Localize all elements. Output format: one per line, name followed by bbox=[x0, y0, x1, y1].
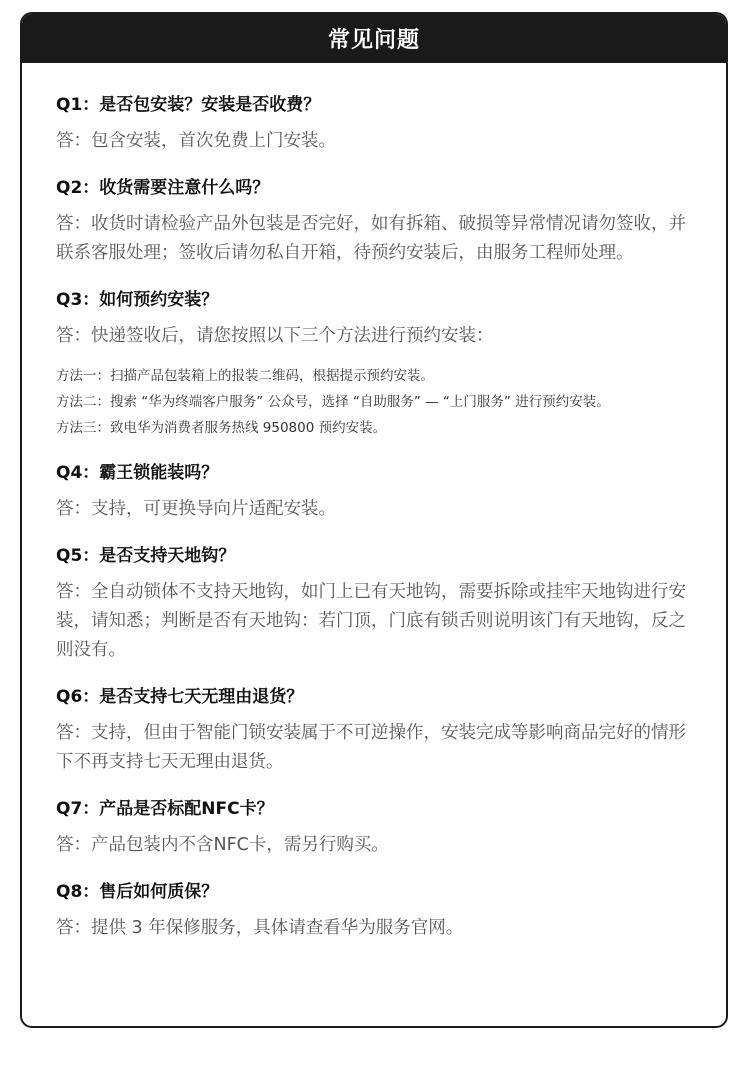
faq-answer: 答：产品包装内不含NFC卡，需另行购买。 bbox=[56, 835, 389, 855]
faq-title: 常见问题 bbox=[327, 28, 420, 53]
faq-item-q2 bbox=[56, 176, 726, 268]
faq-question: Q7：产品是否标配NFC卡？ bbox=[56, 799, 274, 819]
faq-question: Q4：霸王锁能装吗？ bbox=[56, 463, 219, 483]
booking-method-1: 方法一：扫描产品包装箱上的报装二维码，根据提示预约安装。 bbox=[56, 368, 434, 384]
faq-answer: 答：支持，可更换导向片适配安装。 bbox=[56, 499, 336, 519]
faq-question: Q2：收货需要注意什么吗？ bbox=[56, 178, 270, 198]
faq-item-q8 bbox=[56, 880, 726, 943]
faq-item-q7 bbox=[56, 797, 726, 860]
faq-item-q1 bbox=[56, 93, 726, 156]
faq-answer: 答：收货时请检验产品外包装是否完好，如有拆箱、破损等异常情况请勿签收，并联系客服处理；签收后请勿私自开箱，待预约安装后，由服务工程师处理。 bbox=[56, 214, 686, 263]
faq-item-q4 bbox=[56, 461, 726, 524]
faq-item-q3 bbox=[56, 288, 726, 441]
faq-card bbox=[20, 12, 728, 1028]
booking-methods bbox=[56, 363, 726, 441]
faq-question: Q3：如何预约安装？ bbox=[56, 290, 219, 310]
booking-method-3: 方法三：致电华为消费者服务热线 950800 预约安装。 bbox=[56, 420, 387, 436]
faq-question: Q1：是否包安装？安装是否收费？ bbox=[56, 95, 321, 115]
faq-question: Q6：是否支持七天无理由退货？ bbox=[56, 687, 304, 707]
booking-method-2: 方法二：搜索 “华为终端客户服务” 公众号，选择 “自助服务” — “上门服务” 进行预约安装。 bbox=[56, 394, 610, 410]
faq-answer: 答：快递签收后，请您按照以下三个方法进行预约安装： bbox=[56, 326, 494, 346]
faq-answer: 答：全自动锁体不支持天地钩，如门上已有天地钩，需要拆除或挂牢天地钩进行安装，请知悉；判断是否有天地钩：若门顶，门底有锁舌则说明该门有天地钩，反之则没有。 bbox=[56, 582, 686, 660]
faq-list bbox=[22, 63, 726, 943]
faq-question: Q8：售后如何质保？ bbox=[56, 882, 219, 902]
faq-answer: 答：包含安装，首次免费上门安装。 bbox=[56, 131, 336, 151]
faq-item-q5 bbox=[56, 544, 726, 665]
faq-item-q6 bbox=[56, 685, 726, 777]
faq-answer: 答：支持，但由于智能门锁安装属于不可逆操作，安装完成等影响商品完好的情形下不再支持七天无理由退货。 bbox=[56, 723, 686, 772]
faq-header bbox=[22, 14, 726, 63]
faq-answer: 答：提供 3 年保修服务，具体请查看华为服务官网。 bbox=[56, 918, 464, 938]
faq-question: Q5：是否支持天地钩？ bbox=[56, 546, 236, 566]
